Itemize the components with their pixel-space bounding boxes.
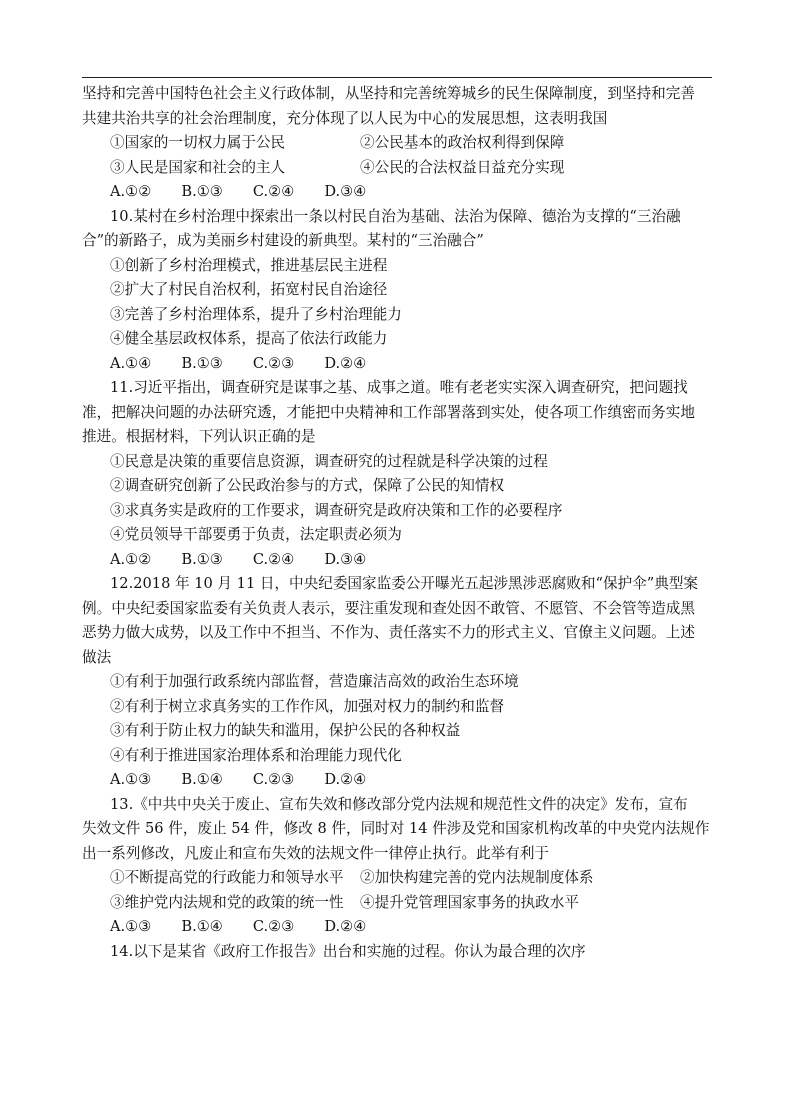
answer-a: A.①④	[110, 354, 152, 372]
option-4: ④党员领导干部要勇于负责，法定职责必须为	[110, 526, 402, 543]
option-3: ③完善了乡村治理体系，提升了乡村治理能力	[110, 305, 402, 323]
option-1: ①民意是决策的重要信息资源，调查研究的过程就是科学决策的过程	[110, 452, 548, 470]
option-3: ③求真务实是政府的工作要求，调查研究是政府决策和工作的必要程序	[110, 501, 563, 519]
answer-c: C.②③	[252, 354, 295, 372]
option-row	[82, 156, 714, 181]
option-3: ③维护党内法规和党的政策的统一性	[110, 893, 344, 911]
answer-c: C.②④	[252, 183, 295, 200]
answer-a: A.①②	[110, 183, 152, 200]
option-1: ①国家的一切权力属于公民	[110, 134, 286, 151]
answer-b: B.①④	[181, 771, 223, 788]
question-stem-line: 10.某村在乡村治理中探索出一条以村民自治为基础、法治为保障、德治为支撑的“三治融	[110, 207, 681, 225]
question-12	[82, 572, 714, 793]
option-1: ①创新了乡村治理模式，推进基层民主进程	[110, 256, 388, 274]
option-2: ②有利于树立求真务实的工作作风，加强对权力的制约和监督	[110, 697, 505, 715]
answer-c: C.②④	[252, 550, 295, 568]
option-4: ④公民的合法权益日益充分实现	[360, 158, 565, 176]
exam-page	[82, 82, 714, 964]
option-2: ②加快构建完善的党内法规制度体系	[360, 869, 594, 886]
answer-d: D.②④	[324, 771, 367, 788]
option-1: ①不断提高党的行政能力和领导水平	[110, 869, 344, 886]
answer-d: D.②④	[324, 354, 367, 372]
answer-a: A.①③	[110, 918, 152, 935]
question-10	[82, 205, 714, 377]
option-row	[82, 866, 714, 891]
option-4: ④有利于推进国家治理体系和治理能力现代化	[110, 746, 402, 764]
question-stem-line: 失效文件 56 件，废止 54 件，修改 8 件，同时对 14 件涉及党和国家机构改革的中央党内法规作	[82, 820, 710, 837]
answer-b: B.①④	[181, 918, 223, 935]
answer-d: D.③④	[324, 183, 367, 200]
answer-b: B.①③	[181, 550, 223, 568]
question-stem-line: 合”的新路子，成为美丽乡村建设的新典型。某村的“三治融合”	[82, 232, 484, 249]
option-row	[82, 891, 714, 916]
question-stem-line: 坚持和完善中国特色社会主义行政体制，从坚持和完善统筹城乡的民生保障制度，到坚持和完善	[82, 85, 695, 102]
answer-b: B.①③	[181, 183, 223, 200]
answer-b: B.①③	[181, 354, 223, 372]
option-2: ②公民基本的政治权利得到保障	[360, 134, 565, 151]
answer-c: C.②③	[252, 918, 295, 935]
option-row	[82, 131, 714, 156]
question-13	[82, 793, 714, 940]
answer-choices	[82, 548, 714, 573]
answer-d: D.③④	[324, 550, 367, 568]
answer-c: C.②③	[252, 771, 295, 788]
answer-a: A.①②	[110, 550, 152, 568]
question-stem-line: 例。中央纪委国家监委有关负责人表示，要注重发现和查处因不敢管、不愿管、不会管等造成黑	[82, 599, 695, 617]
answer-choices	[82, 352, 714, 377]
question-stem-line: 11.习近平指出，调查研究是谋事之基、成事之道。唯有老老实实深入调查研究，把问题找	[110, 379, 688, 396]
question-14	[82, 940, 714, 965]
option-3: ③人民是国家和社会的主人	[110, 158, 286, 176]
question-stem-line: 13.《中共中央关于废止、宣布失效和修改部分党内法规和规范性文件的决定》发布，宣布	[110, 795, 688, 813]
question-stem-line: 12.2018 年 10 月 11 日，中央纪委国家监委公开曝光五起涉黑涉恶腐败和“保护伞”典型案	[110, 575, 699, 592]
option-4: ④健全基层政权体系，提高了依法行政能力	[110, 330, 388, 347]
header-rule	[82, 77, 712, 78]
answer-choices	[82, 768, 714, 793]
answer-choices	[82, 180, 714, 205]
question-stem-line: 出一系列修改，凡废止和宣布失效的法规文件一律停止执行。此举有利于	[82, 844, 550, 862]
option-3: ③有利于防止权力的缺失和滥用，保护公民的各种权益	[110, 722, 461, 739]
option-2: ②调查研究创新了公民政治参与的方式，保障了公民的知情权	[110, 477, 505, 494]
question-9	[82, 82, 714, 205]
question-11	[82, 376, 714, 572]
question-stem-line: 准，把解决问题的办法研究透，才能把中央精神和工作部署落到实处，使各项工作缜密而务实地	[82, 403, 695, 421]
question-stem-line: 做法	[82, 648, 112, 666]
option-2: ②扩大了村民自治权利，拓宽村民自治途径	[110, 281, 388, 298]
option-1: ①有利于加强行政系统内部监督，营造廉洁高效的政治生态环境	[110, 673, 519, 690]
question-stem-line: 恶势力做大成势，以及工作中不担当、不作为、责任落实不力的形式主义、官僚主义问题。上述	[82, 624, 695, 641]
question-stem-line: 14.以下是某省《政府工作报告》出台和实施的过程。你认为最合理的次序	[110, 942, 586, 960]
answer-choices	[82, 915, 714, 940]
answer-d: D.②④	[324, 918, 367, 935]
question-stem-line: 共建共治共享的社会治理制度，充分体现了以人民为中心的发展思想，这表明我国	[82, 109, 608, 127]
answer-a: A.①③	[110, 771, 152, 788]
question-stem-line: 推进。根据材料，下列认识正确的是	[82, 428, 316, 445]
option-4: ④提升党管理国家事务的执政水平	[360, 893, 579, 911]
